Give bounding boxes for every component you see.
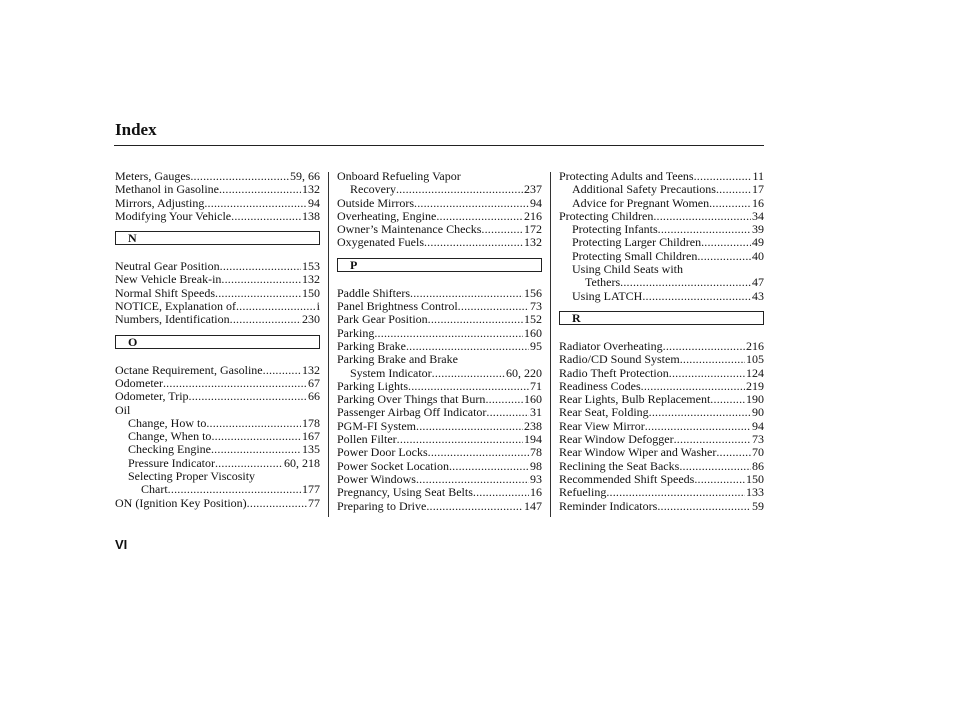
entry-text: Paddle Shifters [337, 285, 410, 300]
dot-leader [231, 210, 301, 223]
entry-pages: 237 [524, 182, 542, 197]
entry-text: Change, When to [128, 429, 212, 444]
entry-text: Chart [141, 482, 168, 497]
entry-pages: 153 [302, 259, 320, 274]
entry-pages: 230 [302, 312, 320, 327]
dot-leader [428, 313, 523, 326]
dot-leader [680, 353, 745, 366]
index-entry [115, 483, 320, 496]
entry-text: Normal Shift Speeds [115, 285, 215, 300]
entry-text: Parking Brake and Brake [337, 352, 458, 367]
entry-pages: 132 [302, 272, 320, 287]
section-letter-r: R [559, 311, 764, 325]
entry-text: Methanol in Gasoline [115, 182, 219, 197]
index-entry [559, 340, 764, 353]
entry-pages: 194 [524, 432, 542, 447]
index-entry [559, 446, 764, 459]
index-entry [559, 170, 764, 183]
entry-text: Park Gear Position [337, 312, 428, 327]
entry-pages: 156 [524, 285, 542, 300]
dot-leader [215, 457, 283, 470]
index-entry [337, 210, 542, 223]
entry-pages: 66 [308, 389, 320, 404]
index-entry [115, 497, 320, 510]
dot-leader [221, 273, 301, 286]
entry-pages: 16 [530, 485, 542, 500]
entry-text: Checking Engine [128, 442, 211, 457]
dot-leader [653, 210, 751, 223]
dot-leader [397, 433, 523, 446]
entry-pages: 78 [530, 445, 542, 460]
entry-text: Modifying Your Vehicle [115, 208, 232, 223]
dot-leader [414, 197, 529, 210]
entry-text: Rear Seat, Folding [559, 405, 649, 420]
dot-leader [679, 460, 751, 473]
index-entry [115, 197, 320, 210]
index-entry [337, 327, 542, 340]
column-divider [550, 172, 551, 517]
entry-text: Pregnancy, Using Seat Belts [337, 485, 473, 500]
index-entry [559, 290, 764, 303]
entry-pages: 160 [524, 392, 542, 407]
dot-leader [190, 170, 289, 183]
dot-leader [211, 430, 301, 443]
dot-leader [716, 446, 751, 459]
entry-pages: 70 [752, 445, 764, 460]
title-rule [114, 145, 764, 146]
entry-pages: 93 [530, 471, 542, 486]
entry-text: Using Child Seats with [572, 262, 684, 277]
entry-text: Recommended Shift Speeds [559, 471, 695, 486]
entry-pages: 133 [746, 485, 764, 500]
entry-pages: 132 [302, 182, 320, 197]
entry-text: PGM-FI System [337, 418, 417, 433]
index-entry [337, 473, 542, 486]
section-letter-n: N [115, 231, 320, 245]
entry-text: Using LATCH [572, 288, 643, 303]
entry-text: Octane Requirement, Gasoline [115, 362, 263, 377]
entry-text: Mirrors, Adjusting [115, 195, 205, 210]
entry-pages: 43 [752, 288, 764, 303]
dot-leader [716, 183, 751, 196]
dot-leader [458, 300, 529, 313]
index-entry [337, 236, 542, 249]
index-entry [115, 417, 320, 430]
index-entry [559, 380, 764, 393]
entry-text: Protecting Adults and Teens [559, 169, 694, 183]
index-column-2 [337, 170, 542, 513]
dot-leader [215, 287, 301, 300]
index-entry [115, 287, 320, 300]
index-entry [559, 236, 764, 249]
dot-leader [449, 460, 529, 473]
index-entry [559, 433, 764, 446]
entry-pages: 49 [752, 235, 764, 250]
index-entry [115, 183, 320, 196]
entry-pages: 94 [308, 195, 320, 210]
dot-leader [406, 340, 529, 353]
dot-leader [620, 276, 751, 289]
dot-leader [674, 433, 751, 446]
entry-text: Parking [337, 325, 375, 340]
column-divider [328, 172, 329, 517]
entry-pages: 60, 218 [284, 455, 320, 470]
index-entry [115, 170, 320, 183]
entry-pages: 167 [302, 429, 320, 444]
dot-leader [230, 313, 301, 326]
entry-pages: 147 [524, 498, 542, 513]
index-entry [115, 300, 320, 313]
entry-text: Recovery [350, 182, 396, 197]
dot-leader [424, 236, 523, 249]
dot-leader [206, 417, 301, 430]
dot-leader [694, 473, 745, 486]
entry-pages: 160 [524, 325, 542, 340]
entry-pages: 86 [752, 458, 764, 473]
dot-leader [189, 390, 307, 403]
entry-pages: 17 [752, 182, 764, 197]
entry-text: Power Socket Location [337, 458, 449, 473]
entry-pages: 94 [752, 418, 764, 433]
dot-leader [204, 197, 307, 210]
index-entry [337, 223, 542, 236]
entry-pages: 132 [302, 362, 320, 377]
entry-text: Parking Lights [337, 378, 408, 393]
index-entry [559, 460, 764, 473]
entry-text: Radio Theft Protection [559, 365, 669, 380]
index-entry [337, 170, 542, 183]
entry-text: Rear Window Wiper and Washer [559, 445, 717, 460]
dot-leader [606, 486, 745, 499]
entry-pages: 178 [302, 415, 320, 430]
entry-text: Owner’s Maintenance Checks [337, 222, 482, 237]
index-entry [337, 367, 542, 380]
dot-leader [436, 210, 523, 223]
page-number: VI [115, 537, 128, 552]
entry-pages: 90 [752, 405, 764, 420]
entry-pages: 150 [302, 285, 320, 300]
entry-text: Readiness Codes [559, 378, 641, 393]
dot-leader [663, 340, 745, 353]
index-entry [559, 250, 764, 263]
entry-pages: 31 [530, 405, 542, 420]
entry-pages: 16 [752, 195, 764, 210]
entry-pages: 152 [524, 312, 542, 327]
index-entry [559, 420, 764, 433]
entry-pages: 59, 66 [290, 169, 320, 183]
index-entry [337, 353, 542, 366]
dot-leader [410, 287, 523, 300]
dot-leader [396, 183, 523, 196]
entry-pages: 77 [308, 495, 320, 510]
dot-leader [374, 327, 523, 340]
index-entry [337, 183, 542, 196]
entry-pages: 238 [524, 418, 542, 433]
dot-leader [211, 443, 301, 456]
index-entry [115, 260, 320, 273]
section-letter-p: P [337, 258, 542, 272]
index-entry [337, 486, 542, 499]
dot-leader [426, 500, 523, 513]
entry-text: Rear Lights, Bulb Replacement [559, 392, 711, 407]
entry-text: Power Windows [337, 471, 416, 486]
index-entry [337, 420, 542, 433]
dot-leader [709, 197, 751, 210]
entry-text: Parking Brake [337, 338, 406, 353]
entry-pages: 47 [752, 275, 764, 290]
dot-leader [416, 473, 529, 486]
entry-text: Onboard Refueling Vapor [337, 169, 461, 183]
dot-leader [641, 380, 745, 393]
entry-pages: 135 [302, 442, 320, 457]
entry-text: New Vehicle Break-in [115, 272, 222, 287]
dot-leader [481, 223, 523, 236]
entry-text: Protecting Larger Children [572, 235, 702, 250]
dot-leader [432, 367, 505, 380]
entry-pages: 11 [752, 169, 764, 183]
entry-text: ON (Ignition Key Position) [115, 495, 247, 510]
entry-text: Selecting Proper Viscosity [128, 469, 256, 484]
index-entry [337, 340, 542, 353]
entry-pages: 95 [530, 338, 542, 353]
entry-text: Neutral Gear Position [115, 259, 220, 274]
entry-text: Outside Mirrors [337, 195, 414, 210]
entry-pages: 219 [746, 378, 764, 393]
index-entry [337, 300, 542, 313]
dot-leader [710, 393, 745, 406]
entry-text: Reminder Indicators [559, 498, 658, 513]
entry-text: Advice for Pregnant Women [572, 195, 710, 210]
index-entry [559, 276, 764, 289]
entry-text: Meters, Gauges [115, 169, 191, 183]
entry-text: Parking Over Things that Burn [337, 392, 486, 407]
entry-text: Oxygenated Fuels [337, 235, 424, 250]
entry-pages: 71 [530, 378, 542, 393]
dot-leader [657, 500, 751, 513]
index-entry [115, 364, 320, 377]
index-entry [559, 223, 764, 236]
entry-text: System Indicator [350, 365, 432, 380]
dot-leader [669, 367, 745, 380]
index-entry [337, 433, 542, 446]
index-entry [337, 500, 542, 513]
dot-leader [473, 486, 529, 499]
entry-pages: 124 [746, 365, 764, 380]
index-entry [559, 486, 764, 499]
entry-text: Panel Brightness Control [337, 299, 458, 314]
index-entry [337, 446, 542, 459]
index-entry [115, 210, 320, 223]
dot-leader [697, 250, 751, 263]
entry-pages: 132 [524, 235, 542, 250]
entry-text: Protecting Children [559, 208, 654, 223]
entry-text: Rear Window Defogger [559, 432, 674, 447]
index-entry [337, 460, 542, 473]
dot-leader [645, 420, 751, 433]
entry-text: Radio/CD Sound System [559, 352, 680, 367]
entry-pages: 67 [308, 375, 320, 390]
dot-leader [220, 260, 301, 273]
entry-text: Preparing to Drive [337, 498, 427, 513]
index-entry [115, 313, 320, 326]
entry-pages: 98 [530, 458, 542, 473]
index-entry [115, 430, 320, 443]
entry-pages: 177 [302, 482, 320, 497]
entry-text: Passenger Airbag Off Indicator [337, 405, 487, 420]
entry-text: Odometer, Trip [115, 389, 189, 404]
entry-text: Change, How to [128, 415, 207, 430]
dot-leader [642, 290, 751, 303]
entry-pages: 216 [746, 338, 764, 353]
index-entry [559, 473, 764, 486]
section-letter-o: O [115, 335, 320, 349]
entry-pages: 216 [524, 208, 542, 223]
dot-leader [408, 380, 529, 393]
entry-pages: 105 [746, 352, 764, 367]
dot-leader [701, 236, 751, 249]
index-entry [115, 443, 320, 456]
index-entry [115, 404, 320, 417]
index-entry [337, 287, 542, 300]
dot-leader [263, 364, 301, 377]
entry-text: Numbers, Identification [115, 312, 230, 327]
entry-pages: 39 [752, 222, 764, 237]
index-entry [559, 353, 764, 366]
entry-text: Pollen Filter [337, 432, 397, 447]
entry-pages: 150 [746, 471, 764, 486]
entry-text: Tethers [585, 275, 621, 290]
dot-leader [247, 497, 307, 510]
entry-pages: 40 [752, 248, 764, 263]
entry-text: Protecting Small Children [572, 248, 698, 263]
page-title: Index [115, 120, 157, 139]
entry-pages: 59 [752, 498, 764, 513]
entry-text: Odometer [115, 375, 163, 390]
dot-leader [428, 446, 529, 459]
entry-text: Refueling [559, 485, 607, 500]
index-entry [115, 273, 320, 286]
index-entry [115, 457, 320, 470]
entry-text: Radiator Overheating [559, 338, 663, 353]
dot-leader [485, 393, 523, 406]
entry-text: Additional Safety Precautions [572, 182, 716, 197]
entry-pages: 34 [752, 208, 764, 223]
entry-pages: 73 [752, 432, 764, 447]
entry-pages: 94 [530, 195, 542, 210]
entry-pages: 172 [524, 222, 542, 237]
dot-leader [694, 170, 752, 183]
entry-pages: 190 [746, 392, 764, 407]
index-column-1 [115, 170, 320, 510]
index-entry [115, 390, 320, 403]
index-entry [559, 367, 764, 380]
dot-leader [163, 377, 307, 390]
dot-leader [236, 300, 316, 313]
entry-text: Pressure Indicator [128, 455, 215, 470]
entry-text: Rear View Mirror [559, 418, 645, 433]
dot-leader [168, 483, 301, 496]
index-column-3 [559, 170, 764, 513]
dot-leader [649, 406, 751, 419]
dot-leader [658, 223, 751, 236]
index-entry [559, 210, 764, 223]
index-entry [559, 406, 764, 419]
index-entry [559, 393, 764, 406]
index-entry [337, 313, 542, 326]
entry-text: Power Door Locks [337, 445, 428, 460]
index-entry [559, 500, 764, 513]
entry-text: Oil [115, 402, 131, 417]
entry-text: NOTICE, Explanation of [115, 299, 236, 314]
dot-leader [219, 183, 301, 196]
entry-text: Overheating, Engine [337, 208, 437, 223]
index-entry [559, 263, 764, 276]
dot-leader [416, 420, 523, 433]
index-entry [337, 380, 542, 393]
entry-pages: 73 [530, 299, 542, 314]
index-entry [115, 377, 320, 390]
index-entry [559, 197, 764, 210]
index-entry [337, 393, 542, 406]
entry-text: Reclining the Seat Backs [559, 458, 680, 473]
entry-pages: i [316, 299, 320, 314]
entry-text: Protecting Infants [572, 222, 658, 237]
dot-leader [486, 406, 529, 419]
index-entry [559, 183, 764, 196]
entry-pages: 138 [302, 208, 320, 223]
index-entry [337, 406, 542, 419]
index-entry [337, 197, 542, 210]
entry-pages: 60, 220 [506, 365, 542, 380]
index-entry [115, 470, 320, 483]
